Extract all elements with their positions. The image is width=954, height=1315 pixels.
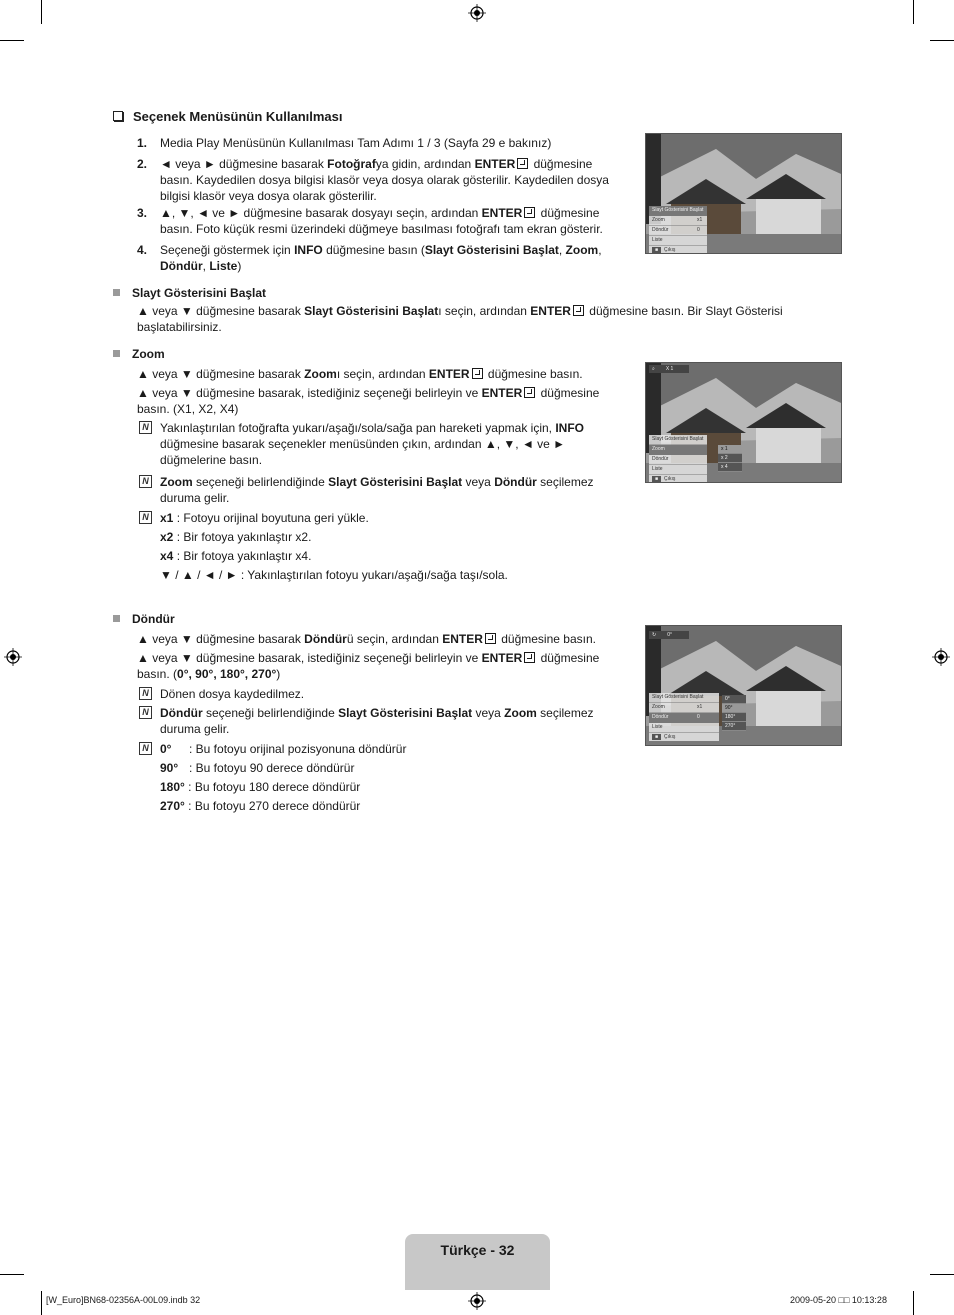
rotate-option[interactable]: 270° bbox=[722, 722, 746, 731]
zoom-note-disabled: Zoom seçeneği belirlendiğinde Slayt Gösterisini Başlat veya Döndür seçilemez duruma gelir. bbox=[160, 475, 594, 505]
crop-mark bbox=[41, 1291, 42, 1315]
enter-icon bbox=[472, 368, 483, 379]
crop-mark bbox=[930, 1274, 954, 1275]
enter-icon bbox=[517, 158, 528, 169]
section-heading bbox=[113, 109, 343, 124]
rotate-option[interactable]: 180° bbox=[722, 713, 746, 722]
registration-mark-icon bbox=[4, 648, 22, 666]
note-icon: N bbox=[139, 742, 152, 755]
screenshot-rotate-menu bbox=[645, 625, 842, 746]
step-1: 1. bbox=[137, 136, 148, 150]
step-3-text: ▲, ▼, ◄ ve ► düğmesine basarak dosyayı seçin, ardından ENTER düğmesine basın. Foto küçük resmi üzerindeki düğmeye basılması fotoğrafı tam ekran gösterir. bbox=[160, 206, 603, 236]
registration-mark-icon bbox=[932, 648, 950, 666]
exit-key-icon: ■ bbox=[652, 247, 661, 253]
menu-exit[interactable]: ■ Çıkış bbox=[649, 733, 719, 743]
options-menu bbox=[649, 206, 707, 254]
step-4-number: 4. bbox=[137, 243, 148, 257]
options-menu bbox=[649, 693, 719, 741]
step-2-number: 2. bbox=[137, 157, 148, 171]
section-title: Seçenek Menüsünün Kullanılması bbox=[133, 109, 343, 124]
menu-item-rotate[interactable]: Döndür 0 bbox=[649, 226, 707, 236]
rotate-degrees: 0° : Bu fotoyu orijinal pozisyonuna döndürür 90° : Bu fotoyu 90 derece döndürür 180° : Bu fotoyu 180 derece döndürür 270° : Bu fotoyu 270 derece döndürür bbox=[160, 742, 407, 813]
menu-item-list[interactable]: Liste bbox=[649, 236, 707, 246]
note-icon: N bbox=[139, 511, 152, 524]
note-icon: N bbox=[139, 706, 152, 719]
screenshot-zoom-menu bbox=[645, 362, 842, 483]
rotate-note-disabled: Döndür seçeneği belirlendiğinde Slayt Gösterisini Başlat veya Zoom seçilemez duruma gelir. bbox=[160, 706, 594, 736]
page-number: Türkçe - 32 bbox=[440, 1242, 515, 1258]
bullet-square-icon bbox=[113, 289, 120, 296]
slideshow-heading: Slayt Gösterisini Başlat bbox=[113, 285, 266, 301]
zoom-paragraph: ▲ veya ▼ düğmesine basarak Zoomı seçin, ardından ENTER düğmesine basın. ▲ veya ▼ düğmesine basarak, istediğiniz seçeneği belirleyin ve ENTER düğmesine basın. (X1, X2, X4) bbox=[137, 367, 600, 416]
crop-mark bbox=[0, 40, 24, 41]
rotate-badge: ↻ 0° bbox=[649, 631, 689, 639]
menu-exit[interactable]: ■ Çıkış bbox=[649, 246, 707, 254]
footer-timestamp: 2009-05-20 □□ 10:13:28 bbox=[790, 1295, 887, 1305]
rotate-options bbox=[722, 695, 746, 731]
note-icon: N bbox=[139, 687, 152, 700]
checkbox-icon bbox=[113, 111, 123, 121]
step-4-text: Seçeneği göstermek için INFO düğmesine basın (Slayt Gösterisini Başlat, Zoom, Döndür, Liste) bbox=[160, 243, 602, 273]
zoom-badge: ⌕ X 1 bbox=[649, 365, 689, 373]
zoom-option[interactable]: x 2 bbox=[718, 454, 742, 463]
rotate-paragraph: ▲ veya ▼ düğmesine basarak Döndürü seçin, ardından ENTER düğmesine basın. ▲ veya ▼ düğmesine basarak, istediğiniz seçeneği belirleyin ve ENTER düğmesine basın. (0°, 90°, 180°, 270°) bbox=[137, 632, 600, 681]
menu-item-rotate[interactable]: Döndür 0 bbox=[649, 713, 719, 723]
registration-mark-icon bbox=[468, 1292, 486, 1310]
rotate-heading: Döndür bbox=[113, 611, 175, 627]
exit-key-icon: ■ bbox=[652, 476, 661, 482]
enter-icon bbox=[573, 305, 584, 316]
menu-item-list[interactable]: Liste bbox=[649, 465, 707, 475]
zoom-option[interactable]: x 4 bbox=[718, 463, 742, 472]
zoom-levels: x1 : Fotoyu orijinal boyutuna geri yükle. x2 : Bir fotoya yakınlaştır x2. x4 : Bir fotoya yakınlaştır x4. ▼ / ▲ / ◄ / ► : Yakınlaştırılan fotoyu yukarı/aşağı/sağa taşı/sola. bbox=[160, 511, 508, 582]
rotate-note-unsaved: Dönen dosya kaydedilmez. bbox=[160, 687, 305, 701]
crop-mark bbox=[913, 1291, 914, 1315]
enter-icon bbox=[524, 652, 535, 663]
exit-key-icon: ■ bbox=[652, 734, 661, 740]
zoom-options bbox=[718, 445, 742, 472]
menu-item-slideshow[interactable]: Slayt Gösterisini Başlat bbox=[649, 693, 719, 703]
menu-item-zoom[interactable]: Zoom x1 bbox=[649, 216, 707, 226]
menu-exit[interactable]: ■ Çıkış bbox=[649, 475, 707, 483]
crop-mark bbox=[913, 0, 914, 24]
menu-item-list[interactable]: Liste bbox=[649, 723, 719, 733]
enter-icon bbox=[485, 633, 496, 644]
menu-item-slideshow[interactable]: Slayt Gösterisini Başlat bbox=[649, 435, 707, 445]
zoom-heading: Zoom bbox=[113, 346, 165, 362]
crop-mark bbox=[0, 1274, 24, 1275]
registration-mark-icon bbox=[468, 4, 486, 22]
menu-item-slideshow[interactable]: Slayt Gösterisini Başlat bbox=[649, 206, 707, 216]
note-icon: N bbox=[139, 421, 152, 434]
zoom-option[interactable]: x 1 bbox=[718, 445, 742, 454]
footer-file-info: [W_Euro]BN68-02356A-00L09.indb 32 bbox=[46, 1295, 201, 1305]
screenshot-photo-menu bbox=[645, 133, 842, 254]
slideshow-paragraph: ▲ veya ▼ düğmesine basarak Slayt Gösterisini Başlatı seçin, ardından ENTER düğmesine basın. Bir Slayt Gösterisi başlatabilirsiniz. bbox=[137, 304, 783, 334]
options-menu bbox=[649, 435, 707, 483]
bullet-square-icon bbox=[113, 615, 120, 622]
rotate-option[interactable]: 0° bbox=[722, 695, 746, 704]
rotate-icon: ↻ bbox=[652, 632, 657, 638]
enter-icon bbox=[524, 207, 535, 218]
step-3-number: 3. bbox=[137, 206, 148, 220]
bullet-square-icon bbox=[113, 350, 120, 357]
magnifier-icon: ⌕ bbox=[652, 366, 655, 372]
rotate-option[interactable]: 90° bbox=[722, 704, 746, 713]
step-2-text: ◄ veya ► düğmesine basarak Fotoğrafya gidin, ardından ENTER düğmesine basın. Kaydedilen dosya bilgisi klasör veya dosya olarak gösterilir. Kaydedilen dosya bilgisi klasör veya dosya olarak gösterilir. bbox=[160, 157, 609, 203]
menu-item-rotate[interactable]: Döndür bbox=[649, 455, 707, 465]
step-1-text: Media Play Menüsünün Kullanılması Tam Adımı 1 / 3 (Sayfa 29 e bakınız) bbox=[160, 136, 552, 150]
note-icon: N bbox=[139, 475, 152, 488]
enter-icon bbox=[524, 387, 535, 398]
crop-mark bbox=[930, 40, 954, 41]
menu-item-zoom[interactable]: Zoom bbox=[649, 445, 707, 455]
menu-item-zoom[interactable]: Zoom x1 bbox=[649, 703, 719, 713]
crop-mark bbox=[41, 0, 42, 24]
zoom-note-pan: Yakınlaştırılan fotoğrafta yukarı/aşağı/sola/sağa pan hareketi yapmak için, INFO düğmesine basarak seçenekler menüsünden çıkın, ardından ▲, ▼, ◄ ve ► düğmelerine basın. bbox=[160, 421, 584, 467]
